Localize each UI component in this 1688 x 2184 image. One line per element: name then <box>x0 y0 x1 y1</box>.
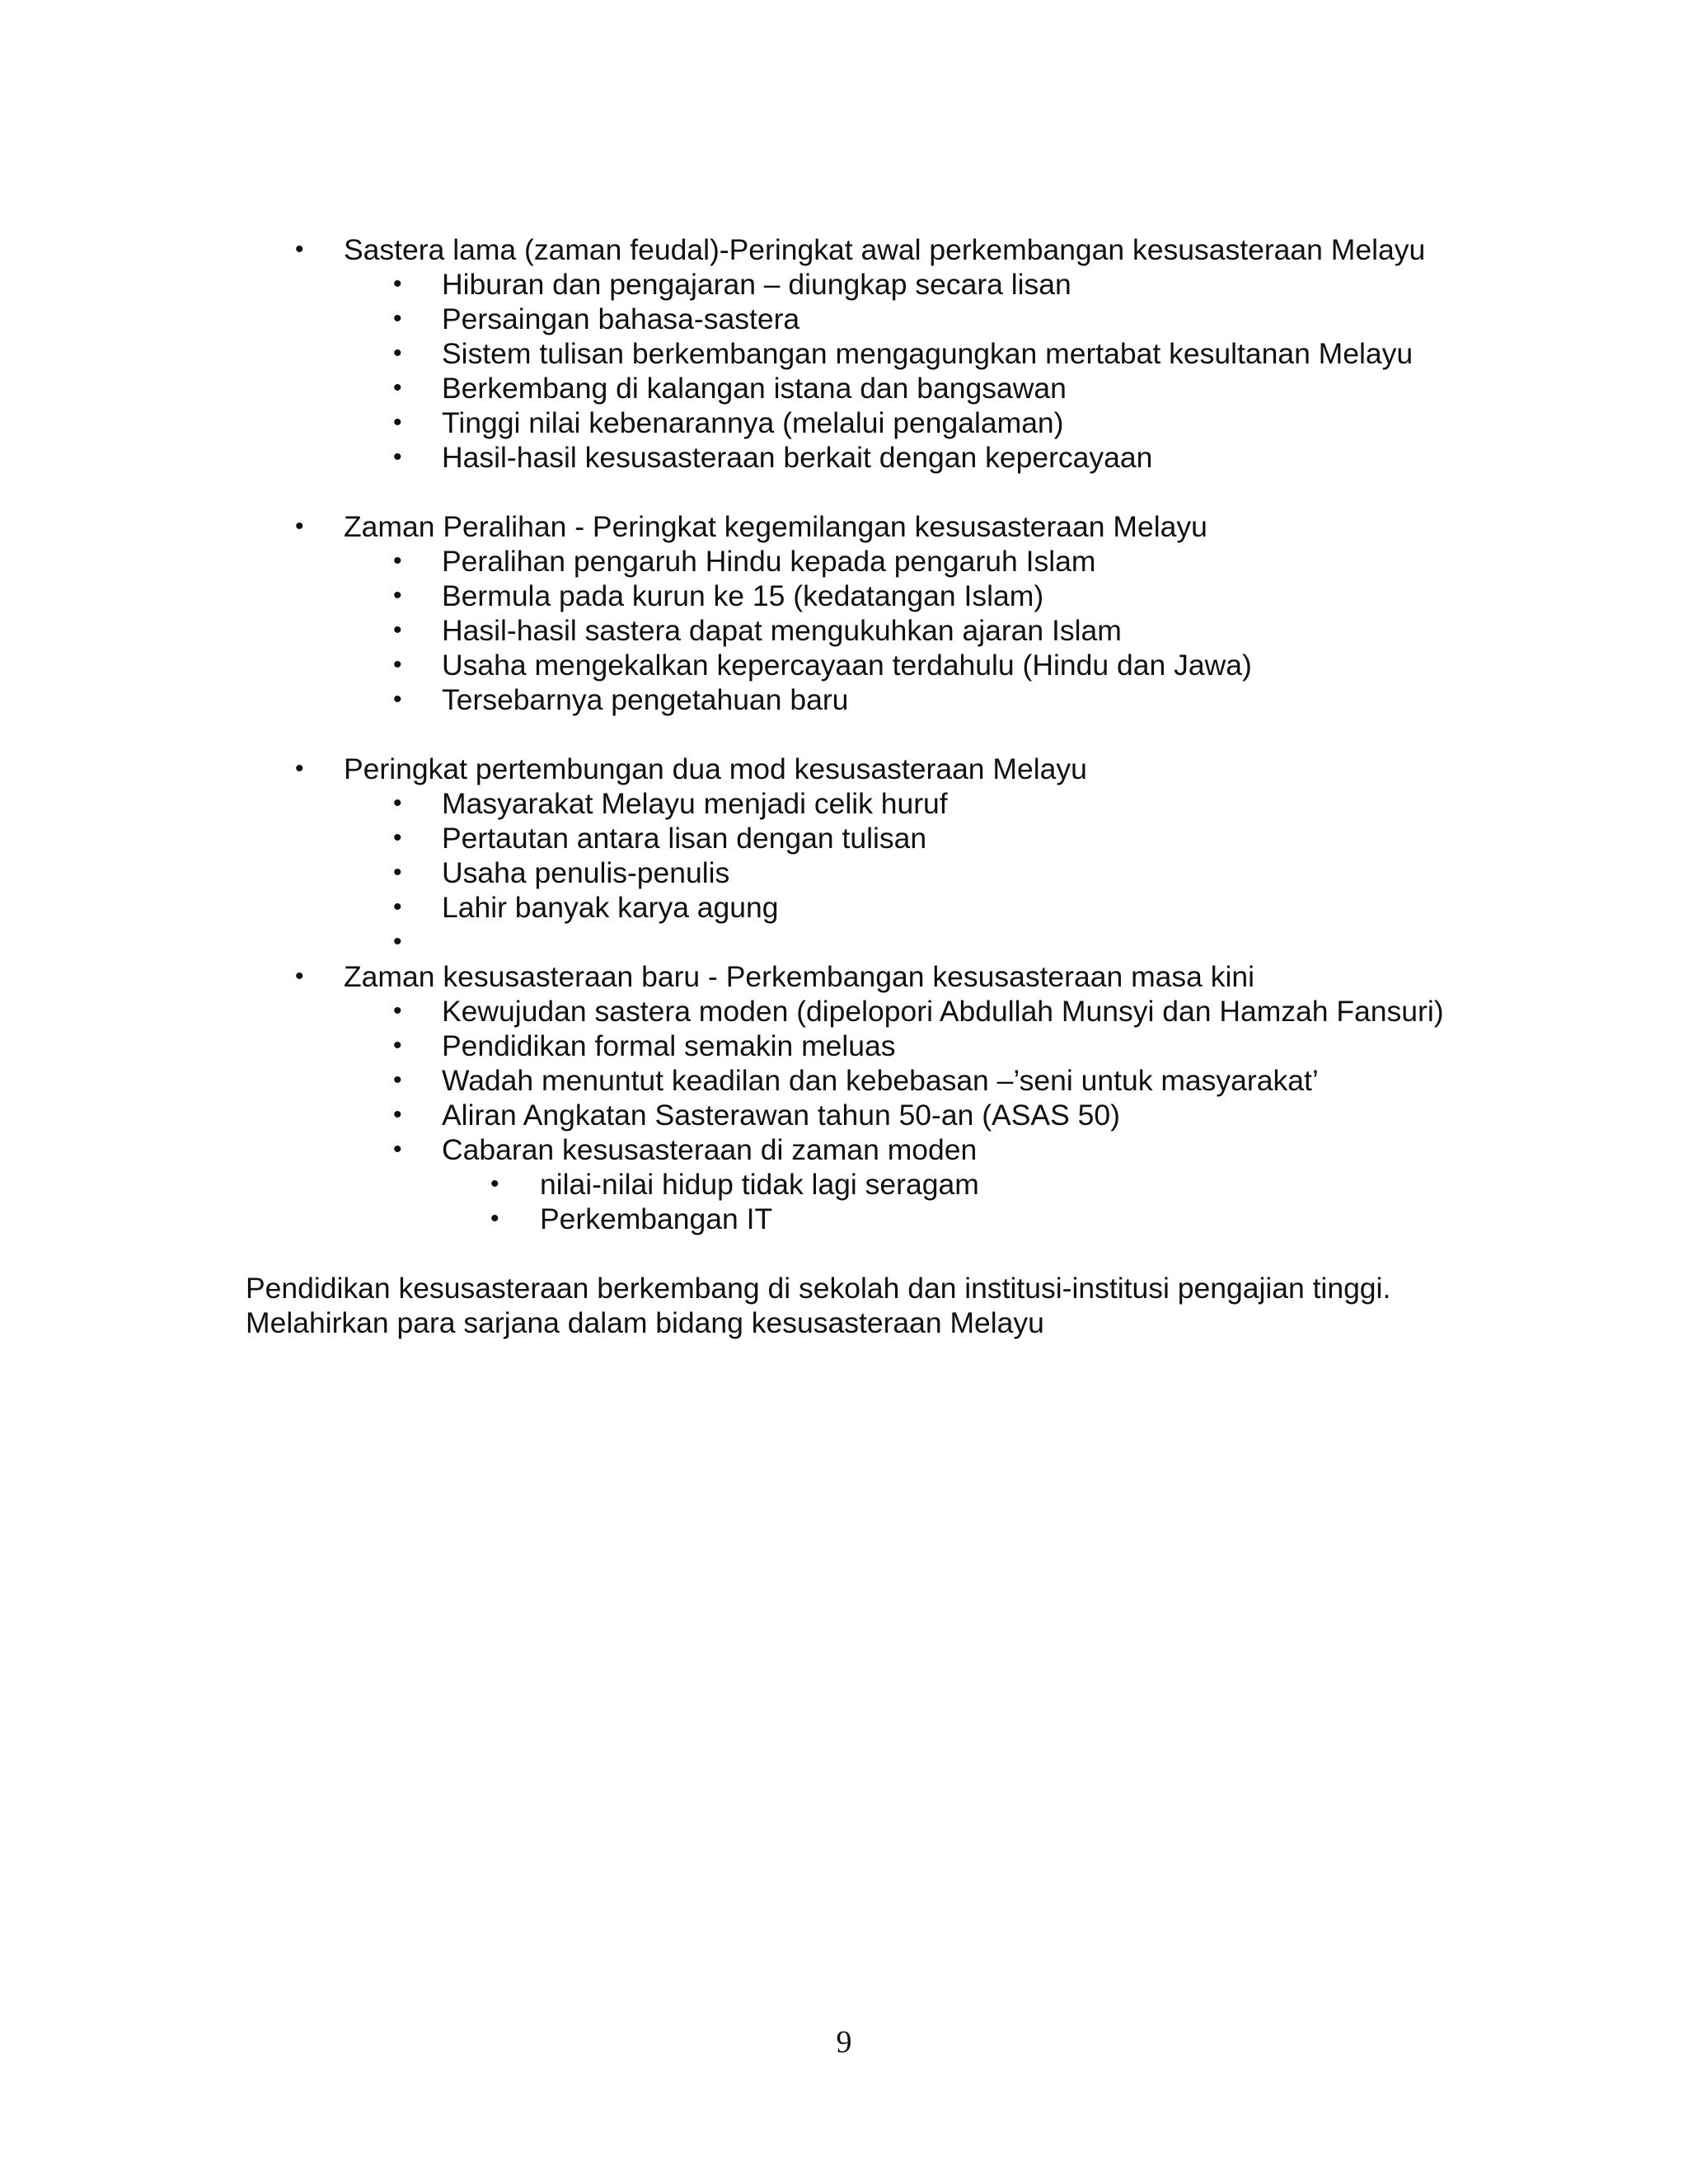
list-item-text: Sistem tulisan berkembangan mengagungkan mertabat kesultanan Melayu <box>442 337 1414 370</box>
section-heading <box>246 232 1446 267</box>
list-item <box>246 440 1449 475</box>
bullet-icon: • <box>295 236 304 263</box>
list-item-text: Hasil-hasil sastera dapat mengukuhkan ajaran Islam <box>442 614 1122 647</box>
list-item-text: Bermula pada kurun ke 15 (kedatangan Islam) <box>442 579 1044 612</box>
section-heading <box>246 509 1446 544</box>
bullet-icon: • <box>295 755 304 782</box>
list-item-text: Tersebarnya pengetahuan baru <box>442 683 849 716</box>
list-item <box>246 579 1449 613</box>
list-item-text: Wadah menuntut keadilan dan kebebasan –’seni untuk masyarakat’ <box>442 1064 1319 1097</box>
bullet-icon: • <box>295 513 304 540</box>
list-item-text: Lahir banyak karya agung <box>442 891 779 924</box>
list-item <box>246 302 1449 336</box>
list-item-text: Pendidikan formal semakin meluas <box>442 1029 896 1062</box>
bullet-icon: • <box>393 1136 402 1163</box>
bullet-icon: • <box>393 547 402 574</box>
list-item <box>246 648 1449 682</box>
list-item-text: Usaha penulis-penulis <box>442 856 730 889</box>
bullet-icon: • <box>393 616 402 644</box>
list-item-text: Pertautan antara lisan dengan tulisan <box>442 822 927 855</box>
list-item-text: Kewujudan sastera moden (dipelopori Abdullah Munsyi dan Hamzah Fansuri) <box>442 995 1444 1028</box>
closing-line: Melahirkan para sarjana dalam bidang kesusasteraan Melayu <box>246 1306 1044 1339</box>
list-item-text: Hiburan dan pengajaran – diungkap secara lisan <box>442 268 1071 301</box>
bullet-icon: • <box>393 1101 402 1128</box>
section-heading-text: Zaman Peralihan - Peringkat kegemilangan kesusasteraan Melayu <box>344 510 1207 543</box>
sub-list-item-text: Perkembangan IT <box>540 1202 773 1235</box>
bullet-icon: • <box>393 686 402 713</box>
bullet-icon: • <box>393 305 402 332</box>
list-item <box>246 613 1449 648</box>
list-item <box>246 1098 1449 1132</box>
bullet-icon: • <box>393 443 402 471</box>
list-item <box>246 890 1449 925</box>
list-item-text: Cabaran kesusasteraan di zaman moden <box>442 1133 978 1166</box>
section-heading-text: Zaman kesusasteraan baru - Perkembangan kesusasteraan masa kini <box>344 960 1255 993</box>
list-item <box>246 682 1449 717</box>
bullet-icon: • <box>393 928 402 955</box>
list-item-text: Peralihan pengaruh Hindu kepada pengaruh Islam <box>442 545 1096 578</box>
sub-list-item-text: nilai-nilai hidup tidak lagi seragam <box>540 1168 979 1201</box>
list-item <box>246 544 1449 579</box>
bullet-icon: • <box>393 409 402 436</box>
bullet-icon: • <box>393 651 402 678</box>
list-item <box>246 371 1449 405</box>
list-item-text: Berkembang di kalangan istana dan bangsawan <box>442 372 1067 405</box>
bullet-icon: • <box>393 790 402 817</box>
list-item <box>246 336 1449 371</box>
bullet-icon: • <box>393 997 402 1024</box>
list-item <box>246 1132 1449 1167</box>
list-item-text: Hasil-hasil kesusasteraan berkait dengan kepercayaan <box>442 441 1153 474</box>
section-spacer <box>246 1236 1449 1271</box>
bullet-icon: • <box>490 1205 499 1232</box>
section-spacer <box>246 717 1449 752</box>
section-heading <box>246 752 1446 786</box>
section-heading-text: Peringkat pertembungan dua mod kesusasteraan Melayu <box>344 752 1087 785</box>
bullet-icon: • <box>393 1032 402 1059</box>
list-item <box>246 1063 1449 1098</box>
page-number: 9 <box>836 2025 852 2060</box>
list-item <box>246 267 1449 302</box>
section-spacer <box>246 475 1449 509</box>
list-item <box>246 1029 1449 1063</box>
closing-line: Pendidikan kesusasteraan berkembang di sekolah dan institusi-institusi pengajian tinggi. <box>246 1272 1391 1305</box>
bullet-icon: • <box>295 963 304 990</box>
bullet-icon: • <box>393 340 402 367</box>
section-heading-text: Sastera lama (zaman feudal)-Peringkat awal perkembangan kesusasteraan Melayu <box>344 233 1426 266</box>
list-item-empty <box>246 925 1449 959</box>
bullet-icon: • <box>393 893 402 921</box>
list-item-text: Masyarakat Melayu menjadi celik huruf <box>442 787 948 820</box>
list-item <box>246 855 1449 890</box>
list-item-text: Tinggi nilai kebenarannya (melalui pengalaman) <box>442 406 1064 439</box>
sub-list-item <box>246 1202 1449 1236</box>
list-item-text: Persaingan bahasa-sastera <box>442 302 800 335</box>
bullet-icon: • <box>393 270 402 298</box>
list-item <box>246 994 1449 1029</box>
bullet-icon: • <box>393 859 402 886</box>
list-item <box>246 786 1449 821</box>
bullet-icon: • <box>393 374 402 401</box>
list-item <box>246 821 1449 855</box>
bullet-icon: • <box>393 1066 402 1094</box>
list-item-text: Aliran Angkatan Sasterawan tahun 50-an (ASAS 50) <box>442 1099 1120 1132</box>
bullet-icon: • <box>393 824 402 851</box>
page-content <box>246 232 1449 1340</box>
bullet-icon: • <box>490 1170 499 1197</box>
list-item <box>246 405 1449 440</box>
sub-list-item <box>246 1167 1449 1202</box>
bullet-icon: • <box>393 582 402 609</box>
list-item-text: Usaha mengekalkan kepercayaan terdahulu (Hindu dan Jawa) <box>442 649 1252 682</box>
section-heading <box>246 959 1446 994</box>
